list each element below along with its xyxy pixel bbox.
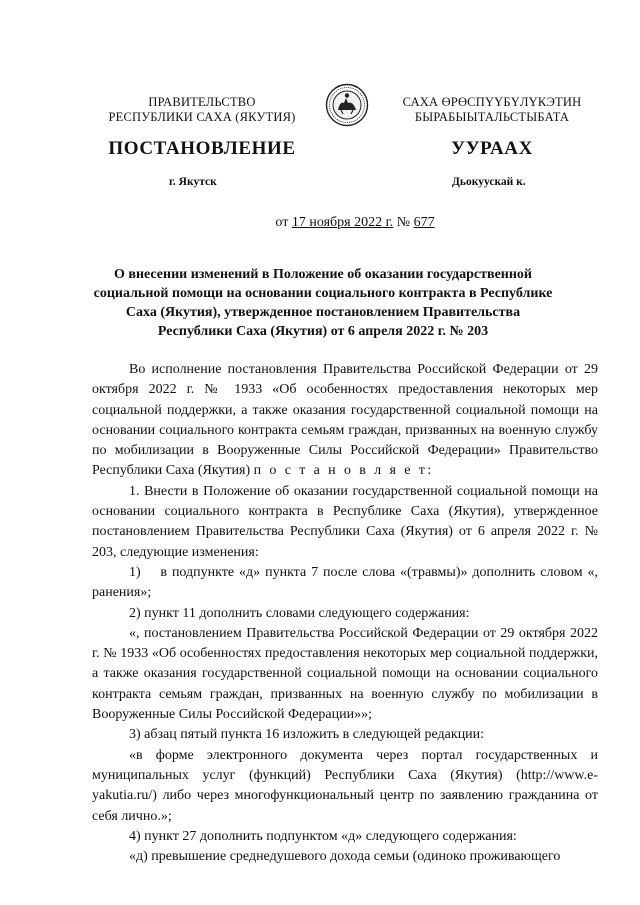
issuer-sah-line2: БЫРАБЫЫТАЛЬСТЫБАТА (414, 110, 570, 124)
paragraph-1-4: 4) пункт 27 дополнить подпунктом «д» следующего содержания: (129, 828, 517, 844)
issuer-sah-line1: САХА ӨРӨСПҮҮБҮЛҮКЭТИН (402, 95, 582, 109)
number-sign: № (396, 215, 411, 230)
issuer-ru (102, 95, 302, 125)
doc-type-ru: ПОСТАНОВЛЕНИЕ (108, 138, 296, 159)
coat-of-arms-icon (325, 83, 369, 127)
issuer-ru-line2: РЕСПУБЛИКИ САХА (ЯКУТИЯ) (108, 110, 296, 124)
decree-body (92, 360, 602, 867)
city-sah: Дьокуускай к. (452, 176, 526, 188)
decree-word: п о с т а н о в л я е т: (253, 463, 434, 479)
paragraph-1-2: 2) пункт 11 дополнить словами следующего содержания: (129, 605, 470, 621)
issuer-ru-line1: ПРАВИТЕЛЬСТВО (148, 95, 256, 109)
date-prefix: от (275, 215, 289, 230)
decree-number: 677 (413, 215, 435, 230)
paragraph-1: 1. Внести в Положение об оказании государственной социальной помощи на основании социального контракта в Республике Саха (Якутия), утвержденное постановлением Правительства Республики Саха (Якутия) от 6 апреля 2022 г. № 203, следующие изменения: (92, 483, 598, 560)
paragraph-1-2-text: «, постановлением Правительства Российской Федерации от 29 октября 2022 г. № 1933 «Об особенностях предоставления некоторых мер социальной поддержки, а также оказания государственной социальной помощи на основании социального контракта семьям граждан, призванных на военную службу по мобилизации в Вооруженные Силы Российской Федерации»»; (92, 625, 598, 723)
issuer-sah (392, 95, 592, 125)
decree-date: 17 ноября 2022 г. (291, 215, 394, 230)
city-ru: г. Якутск (169, 176, 217, 188)
doc-type-sah: УУРААХ (451, 138, 533, 159)
paragraph-1-4-text: «д) превышение среднедушевого дохода семьи (одиноко проживающего (129, 849, 561, 865)
decree-title: О внесении изменений в Положение об оказании государственной социальной помощи на основании социального контракта в Республике Саха (Якутия), утвержденное постановлением Правительства Республики Саха (Якутия) от 6 апреля 2022 г. № 203 (93, 267, 553, 339)
decree-date-line (0, 215, 640, 231)
paragraph-1-1: 1) в подпункте «д» пункта 7 после слова «(травмы)» дополнить словом «, ранения»; (92, 564, 602, 601)
paragraph-intro (92, 360, 598, 482)
intro-text: Во исполнение постановления Правительства Российской Федерации от 29 октября 2022 г. № 1933 «Об особенностях предоставления некоторых мер социальной поддержки, а также оказания государственной социальной помощи на основании социального контракта семьям граждан, призванных на военную службу по мобилизации в Вооруженные Силы Российской Федерации» Правительство Республики Саха (Якутия) (92, 362, 598, 479)
paragraph-1-3: 3) абзац пятый пункта 16 изложить в следующей редакции: (129, 727, 485, 743)
paragraph-1-3-text: «в форме электронного документа через портал государственных и муниципальных услуг (функций) Республики Саха (Якутия) (http://www.e-yakutia.ru/) либо через многофункциональный центр по заявлению гражданина от себя лично.»; (92, 747, 598, 824)
